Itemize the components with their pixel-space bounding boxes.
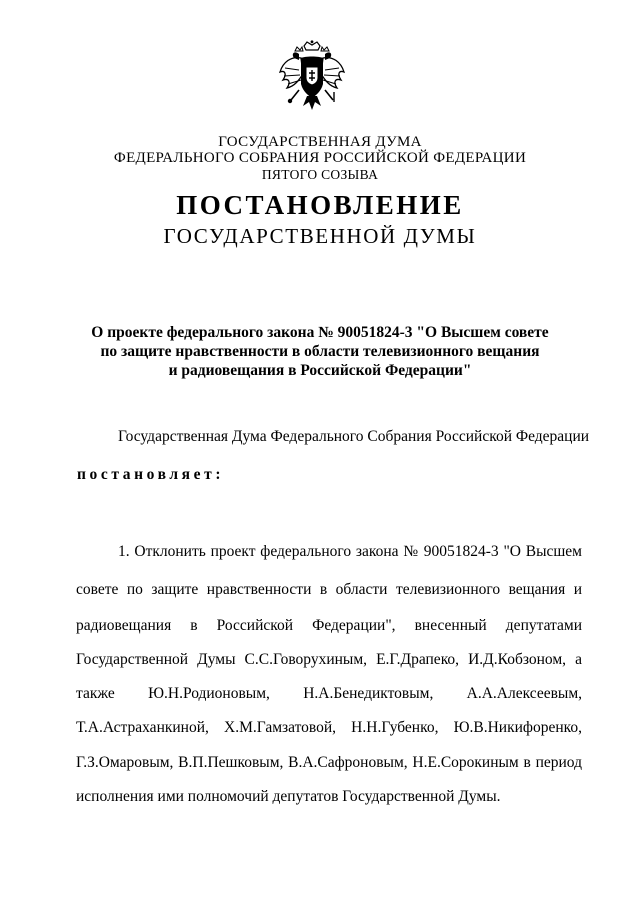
paragraph-line: совете по защите нравственности в области телевизионного вещания и bbox=[76, 581, 582, 598]
paragraph-line: исполнения ими полномочий депутатов Государственной Думы. bbox=[76, 788, 501, 805]
paragraph-line: радиовещания в Российской Федерации", внесенный депутатами bbox=[76, 617, 582, 634]
paragraph-line: 1. Отклонить проект федерального закона № 90051824-3 "О Высшем bbox=[118, 543, 582, 560]
subject-line: О проекте федерального закона № 90051824-3 "О Высшем совете bbox=[91, 324, 549, 341]
subject-line: и радиовещания в Российской Федерации" bbox=[168, 362, 472, 379]
paragraph-line: также Ю.Н.Родионовым, Н.А.Бенедиктовым, А.А.Алексеевым, bbox=[76, 685, 582, 702]
russian-coat-of-arms-icon bbox=[277, 40, 347, 112]
header-line-convocation: ПЯТОГО СОЗЫВА bbox=[261, 167, 379, 182]
header-line-assembly: ФЕДЕРАЛЬНОГО СОБРАНИЯ РОССИЙСКОЙ ФЕДЕРАЦИИ bbox=[113, 150, 527, 166]
intro-text: Государственная Дума Федерального Собрания Российской Федерации bbox=[118, 428, 590, 445]
paragraph-line: Т.А.Астраханкиной, Х.М.Гамзатовой, Н.Н.Губенко, Ю.В.Никифоренко, bbox=[76, 719, 582, 736]
subject-line: по защите нравственности в области телевизионного вещания bbox=[100, 343, 540, 360]
paragraph-line: Г.З.Омаровым, В.П.Пешковым, В.А.Сафроновым, Н.Е.Сорокиным в период bbox=[76, 754, 582, 771]
resolves-text: постановляет: bbox=[77, 466, 225, 483]
header-line-duma: ГОСУДАРСТВЕННАЯ ДУМА bbox=[218, 134, 422, 150]
paragraph-line: Государственной Думы С.С.Говорухиным, Е.Г.Драпеко, И.Д.Кобзоном, а bbox=[76, 651, 582, 668]
document-type-title: ПОСТАНОВЛЕНИЕ bbox=[176, 190, 464, 220]
document-issuer-subtitle: ГОСУДАРСТВЕННОЙ ДУМЫ bbox=[163, 224, 477, 248]
